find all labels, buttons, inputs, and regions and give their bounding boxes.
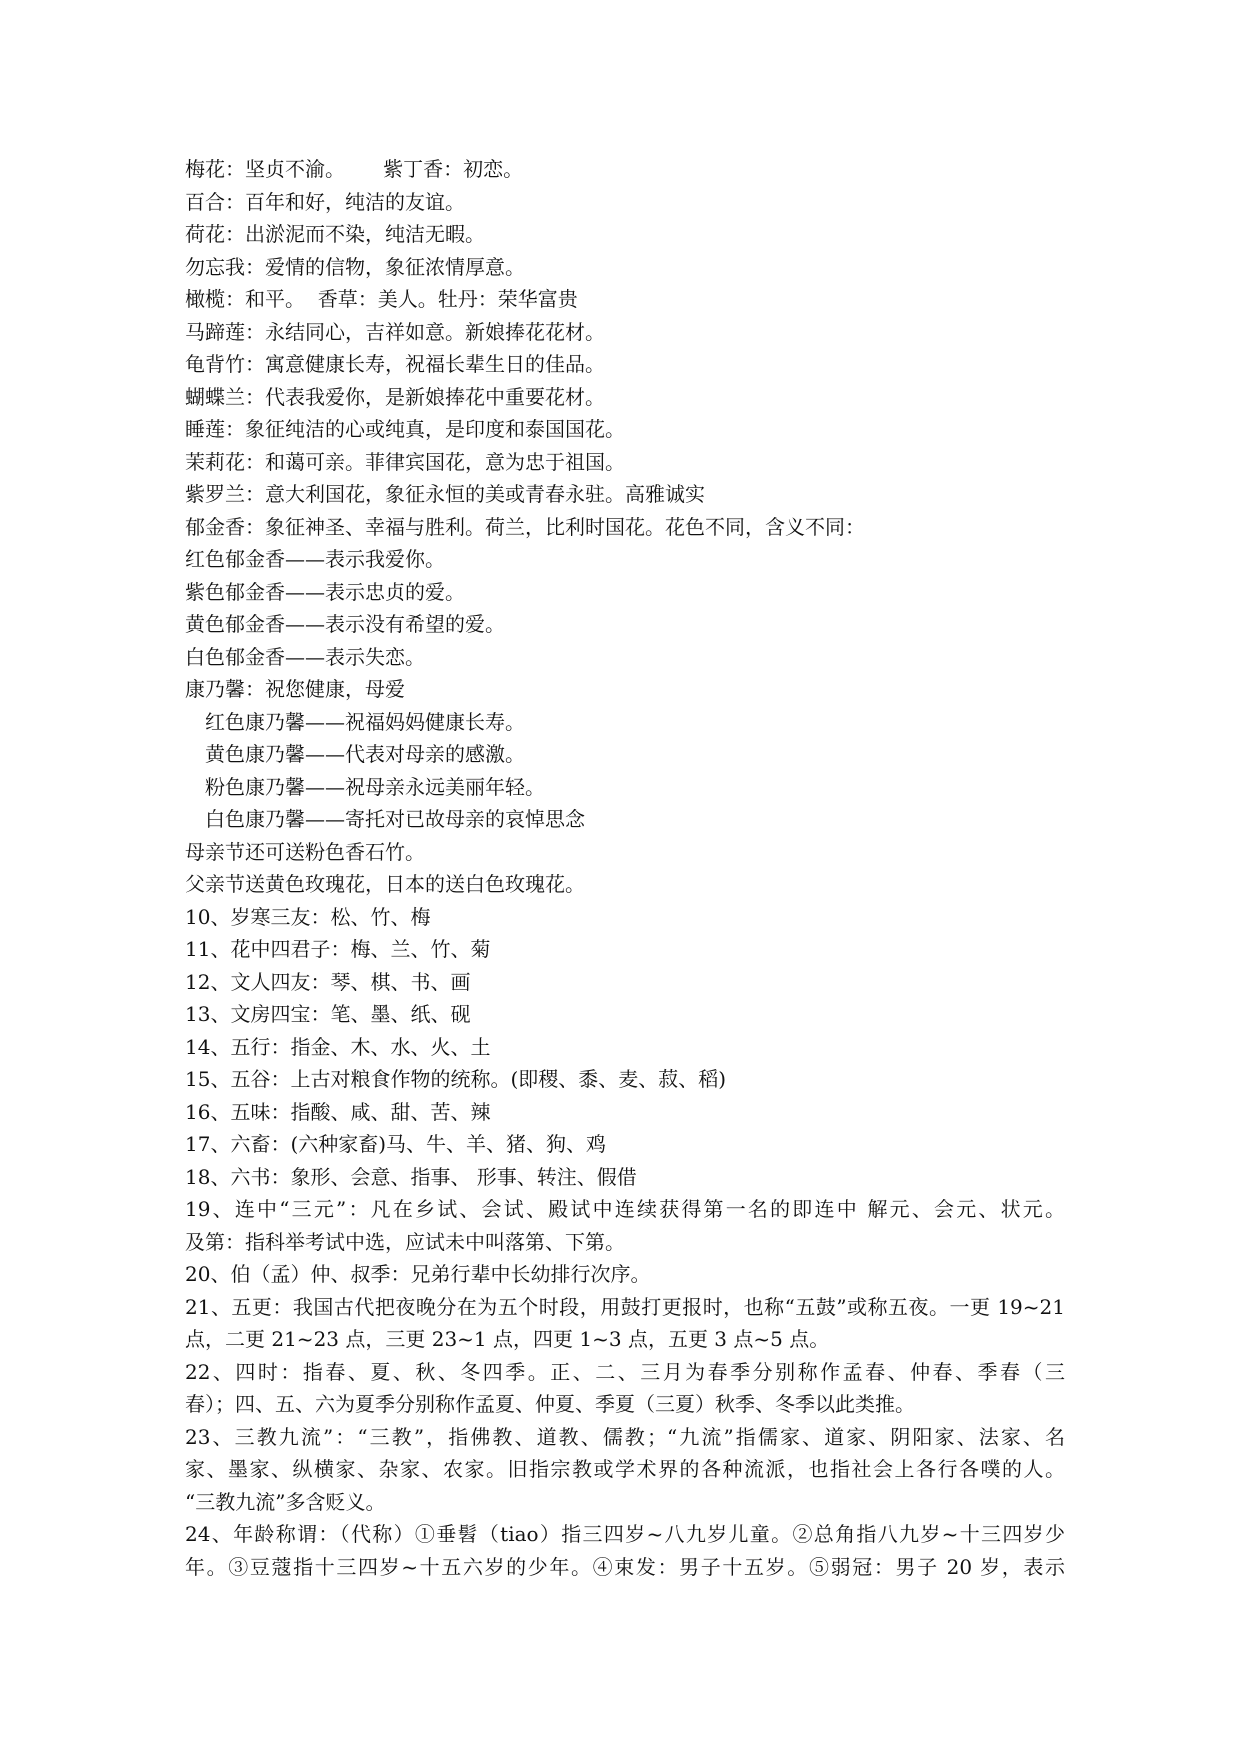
text-line: 年。③豆蔻指十三四岁~十五六岁的少年。④束发：男子十五岁。⑤弱冠：男子 20 岁，表示 [185, 1554, 1065, 1579]
text-line: 紫色郁金香——表示忠贞的爱。 [185, 579, 465, 604]
text-line: 14、五行：指金、木、水、火、土 [185, 1034, 491, 1059]
text-line: 23、三教九流”：“三教”，指佛教、道教、儒教；“九流”指儒家、道家、阴阳家、法家、名 [185, 1424, 1065, 1449]
text-line: 19、连中“三元”：凡在乡试、会试、殿试中连续获得第一名的即连中 解元、会元、状元。 [185, 1197, 1065, 1221]
text-line: 11、花中四君子：梅、兰、竹、菊 [185, 937, 491, 961]
text-line: 红色康乃馨——祝福妈妈健康长寿。 [205, 709, 525, 734]
text-line: 17、六畜：(六种家畜)马、牛、羊、猪、狗、鸡 [185, 1132, 607, 1156]
text-line: 母亲节还可送粉色香石竹。 [185, 839, 425, 864]
text-line: 蝴蝶兰：代表我爱你，是新娘捧花中重要花材。 [185, 384, 605, 409]
text-line: 家、墨家、纵横家、杂家、农家。旧指宗教或学术界的各种流派，也指社会上各行各噗的人。 [185, 1457, 1065, 1481]
document-body [185, 153, 1065, 1583]
text-line: 24、年龄称谓：（代称）①垂髫（tiao）指三四岁~八九岁儿童。②总角指八九岁~十三四岁少 [185, 1522, 1065, 1546]
text-line: 点，二更 21~23 点，三更 23~1 点，四更 1~3 点，五更 3 点~5 点。 [185, 1327, 830, 1351]
text-line: 紫罗兰：意大利国花，象征永恒的美或青春永驻。高雅诚实 [185, 482, 705, 506]
text-line: 22、四时：指春、夏、秋、冬四季。正、二、三月为春季分别称作孟春、仲春、季春（三 [185, 1359, 1065, 1384]
text-line: 黄色康乃馨——代表对母亲的感激。 [205, 742, 525, 766]
text-line: 郁金香：象征神圣、幸福与胜利。荷兰，比利时国花。花色不同，含义不同： [185, 514, 865, 539]
text-line: 白色郁金香——表示失恋。 [185, 644, 425, 669]
text-line: 15、五谷：上古对粮食作物的统称。(即稷、黍、麦、菽、稻) [185, 1067, 727, 1091]
text-line: 20、伯（孟）仲、叔季：兄弟行辈中长幼排行次序。 [185, 1262, 651, 1286]
text-line: 勿忘我：爱情的信物，象征浓情厚意。 [185, 254, 525, 279]
text-line: 荷花：出淤泥而不染，纯洁无暇。 [185, 222, 485, 246]
text-line: 睡莲：象征纯洁的心或纯真，是印度和泰国国花。 [185, 417, 625, 441]
text-line: 梅花：坚贞不渝。 紫丁香：初恋。 [185, 157, 524, 181]
text-line: 龟背竹：寓意健康长寿，祝福长辈生日的佳品。 [185, 352, 605, 376]
text-line: 黄色郁金香——表示没有希望的爱。 [185, 612, 505, 636]
text-line: 康乃馨：祝您健康，母爱 [185, 677, 405, 701]
text-line: 橄榄：和平。 香草：美人。牡丹：荣华富贵 [185, 287, 578, 311]
text-line: 红色郁金香——表示我爱你。 [185, 547, 445, 571]
text-line: 百合：百年和好，纯洁的友谊。 [185, 189, 465, 214]
text-line: 13、文房四宝：笔、墨、纸、砚 [185, 1002, 471, 1026]
text-line: “三教九流”多含贬义。 [185, 1489, 386, 1514]
text-line: 白色康乃馨——寄托对已故母亲的哀悼思念 [205, 807, 585, 831]
text-line: 茉莉花：和蔼可亲。菲律宾国花，意为忠于祖国。 [185, 449, 625, 474]
text-line: 18、六书：象形、会意、指事、 形事、转注、假借 [185, 1164, 637, 1189]
text-line: 10、岁寒三友：松、竹、梅 [185, 904, 431, 929]
text-line: 12、文人四友：琴、棋、书、画 [185, 969, 471, 994]
text-line: 父亲节送黄色玫瑰花，日本的送白色玫瑰花。 [185, 872, 585, 896]
text-line: 春）；四、五、六为夏季分别称作孟夏、仲夏、季夏（三夏）秋季、冬季以此类推。 [185, 1392, 915, 1416]
text-line: 马蹄莲：永结同心，吉祥如意。新娘捧花花材。 [185, 319, 605, 344]
text-line: 21、五更：我国古代把夜晚分在为五个时段，用鼓打更报时，也称“五鼓”或称五夜。一更 19~21 [185, 1294, 1065, 1319]
text-line: 及第：指科举考试中选，应试未中叫落第、下第。 [185, 1229, 625, 1254]
text-line: 16、五味：指酸、咸、甜、苦、辣 [185, 1099, 491, 1124]
text-line: 粉色康乃馨——祝母亲永远美丽年轻。 [205, 774, 545, 799]
